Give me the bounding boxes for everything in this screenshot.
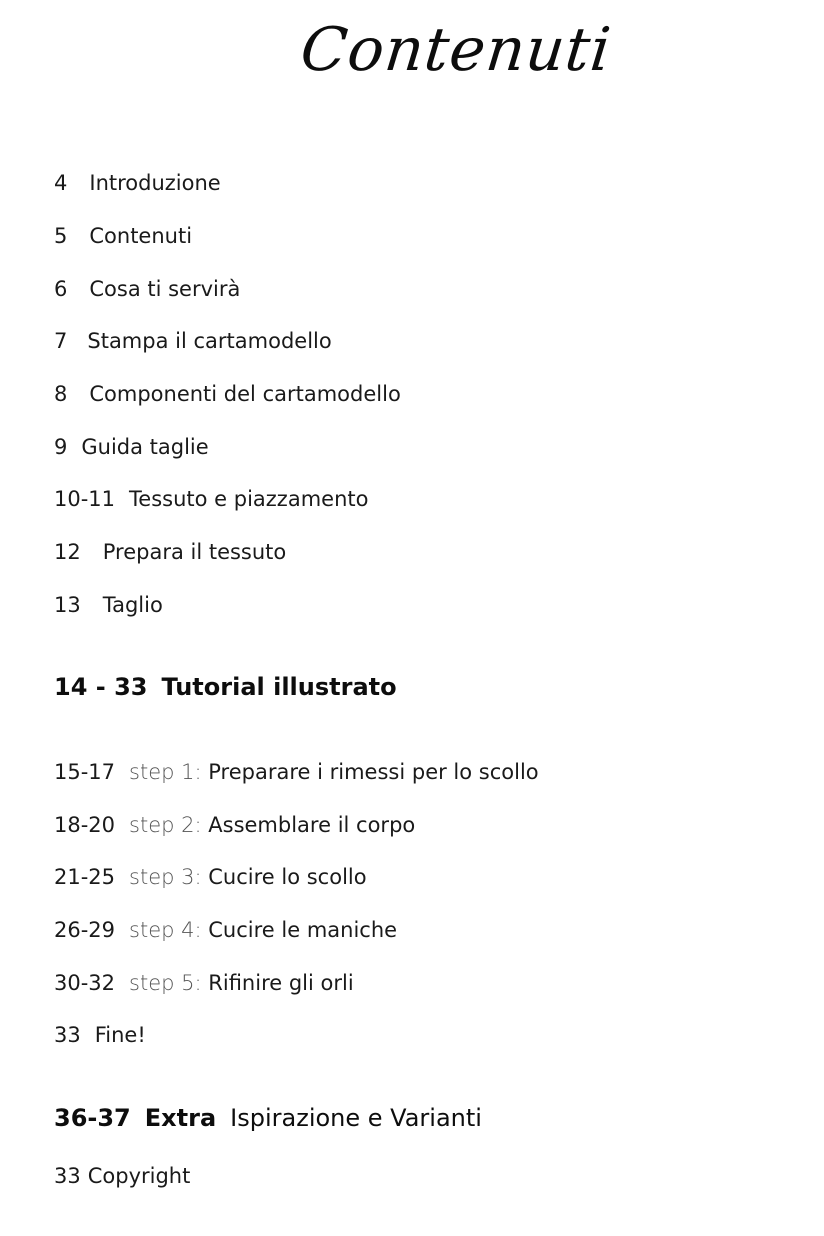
toc-page-number: 26-29 — [54, 918, 116, 942]
toc-page-number: 21-25 — [54, 865, 116, 889]
step-number: step 1: — [129, 760, 202, 784]
step-number: step 2: — [129, 813, 202, 837]
toc-page-number: 10-11 — [54, 487, 116, 511]
toc-entry-label: Introduzione — [89, 171, 221, 195]
toc-page-number: 13 — [54, 593, 81, 617]
toc-entry-label: Preparare i rimessi per lo scollo — [208, 760, 539, 784]
toc-entry-label: Cosa ti servirà — [89, 277, 241, 301]
toc-step-entry[interactable] — [54, 811, 415, 839]
toc-page-number: 33 — [54, 1164, 81, 1188]
toc-step-entry[interactable] — [54, 758, 539, 786]
section-label: Tutorial illustrato — [161, 673, 397, 701]
toc-entry[interactable] — [54, 380, 401, 408]
toc-page-number: 12 — [54, 540, 81, 564]
toc-step-entry[interactable] — [54, 916, 397, 944]
toc-entry[interactable] — [54, 222, 192, 250]
step-number: step 4: — [129, 918, 202, 942]
section-page-range: 36-37 — [54, 1104, 131, 1132]
toc-entry[interactable] — [54, 485, 368, 513]
toc-entry-label: Contenuti — [89, 224, 193, 248]
toc-entry-label: Tessuto e piazzamento — [129, 487, 369, 511]
section-heading-extra[interactable] — [54, 1103, 482, 1133]
toc-page-number: 8 — [54, 382, 68, 406]
toc-entry-label: Taglio — [102, 593, 163, 617]
toc-entry[interactable] — [54, 538, 286, 566]
section-label: Ispirazione e Varianti — [230, 1104, 482, 1132]
toc-entry-label: Assemblare il corpo — [208, 813, 416, 837]
toc-page-number: 18-20 — [54, 813, 116, 837]
toc-entry-label: Cucire le maniche — [208, 918, 398, 942]
toc-entry[interactable] — [54, 1021, 146, 1049]
toc-step-entry[interactable] — [54, 969, 354, 997]
toc-entry-label: Componenti del cartamodello — [89, 382, 401, 406]
toc-page-number: 5 — [54, 224, 68, 248]
toc-entry[interactable] — [54, 433, 209, 461]
toc-page-number: 4 — [54, 171, 68, 195]
toc-page-number: 30-32 — [54, 971, 116, 995]
toc-step-entry[interactable] — [54, 863, 367, 891]
toc-page-number: 6 — [54, 277, 68, 301]
section-bold-label: Extra — [144, 1104, 217, 1132]
page-title: Contenuti — [297, 15, 615, 85]
section-heading-tutorial[interactable] — [54, 672, 397, 702]
toc-entry[interactable] — [54, 327, 332, 355]
toc-entry-label: Prepara il tessuto — [102, 540, 287, 564]
toc-page-number: 15-17 — [54, 760, 116, 784]
toc-entry[interactable] — [54, 169, 221, 197]
toc-entry-label: Guida taglie — [81, 435, 209, 459]
toc-entry[interactable] — [54, 1162, 190, 1190]
toc-entry[interactable] — [54, 275, 240, 303]
toc-page-number: 7 — [54, 329, 68, 353]
toc-entry[interactable] — [54, 591, 163, 619]
section-page-range: 14 - 33 — [54, 673, 148, 701]
toc-page-number: 9 — [54, 435, 68, 459]
toc-entry-label: Stampa il cartamodello — [87, 329, 332, 353]
toc-page-number: 33 — [54, 1023, 81, 1047]
toc-entry-label: Cucire lo scollo — [208, 865, 367, 889]
toc-entry-label: Copyright — [87, 1164, 191, 1188]
toc-entry-label: Fine! — [94, 1023, 146, 1047]
step-number: step 3: — [129, 865, 202, 889]
step-number: step 5: — [129, 971, 202, 995]
toc-entry-label: Rifinire gli orli — [208, 971, 354, 995]
